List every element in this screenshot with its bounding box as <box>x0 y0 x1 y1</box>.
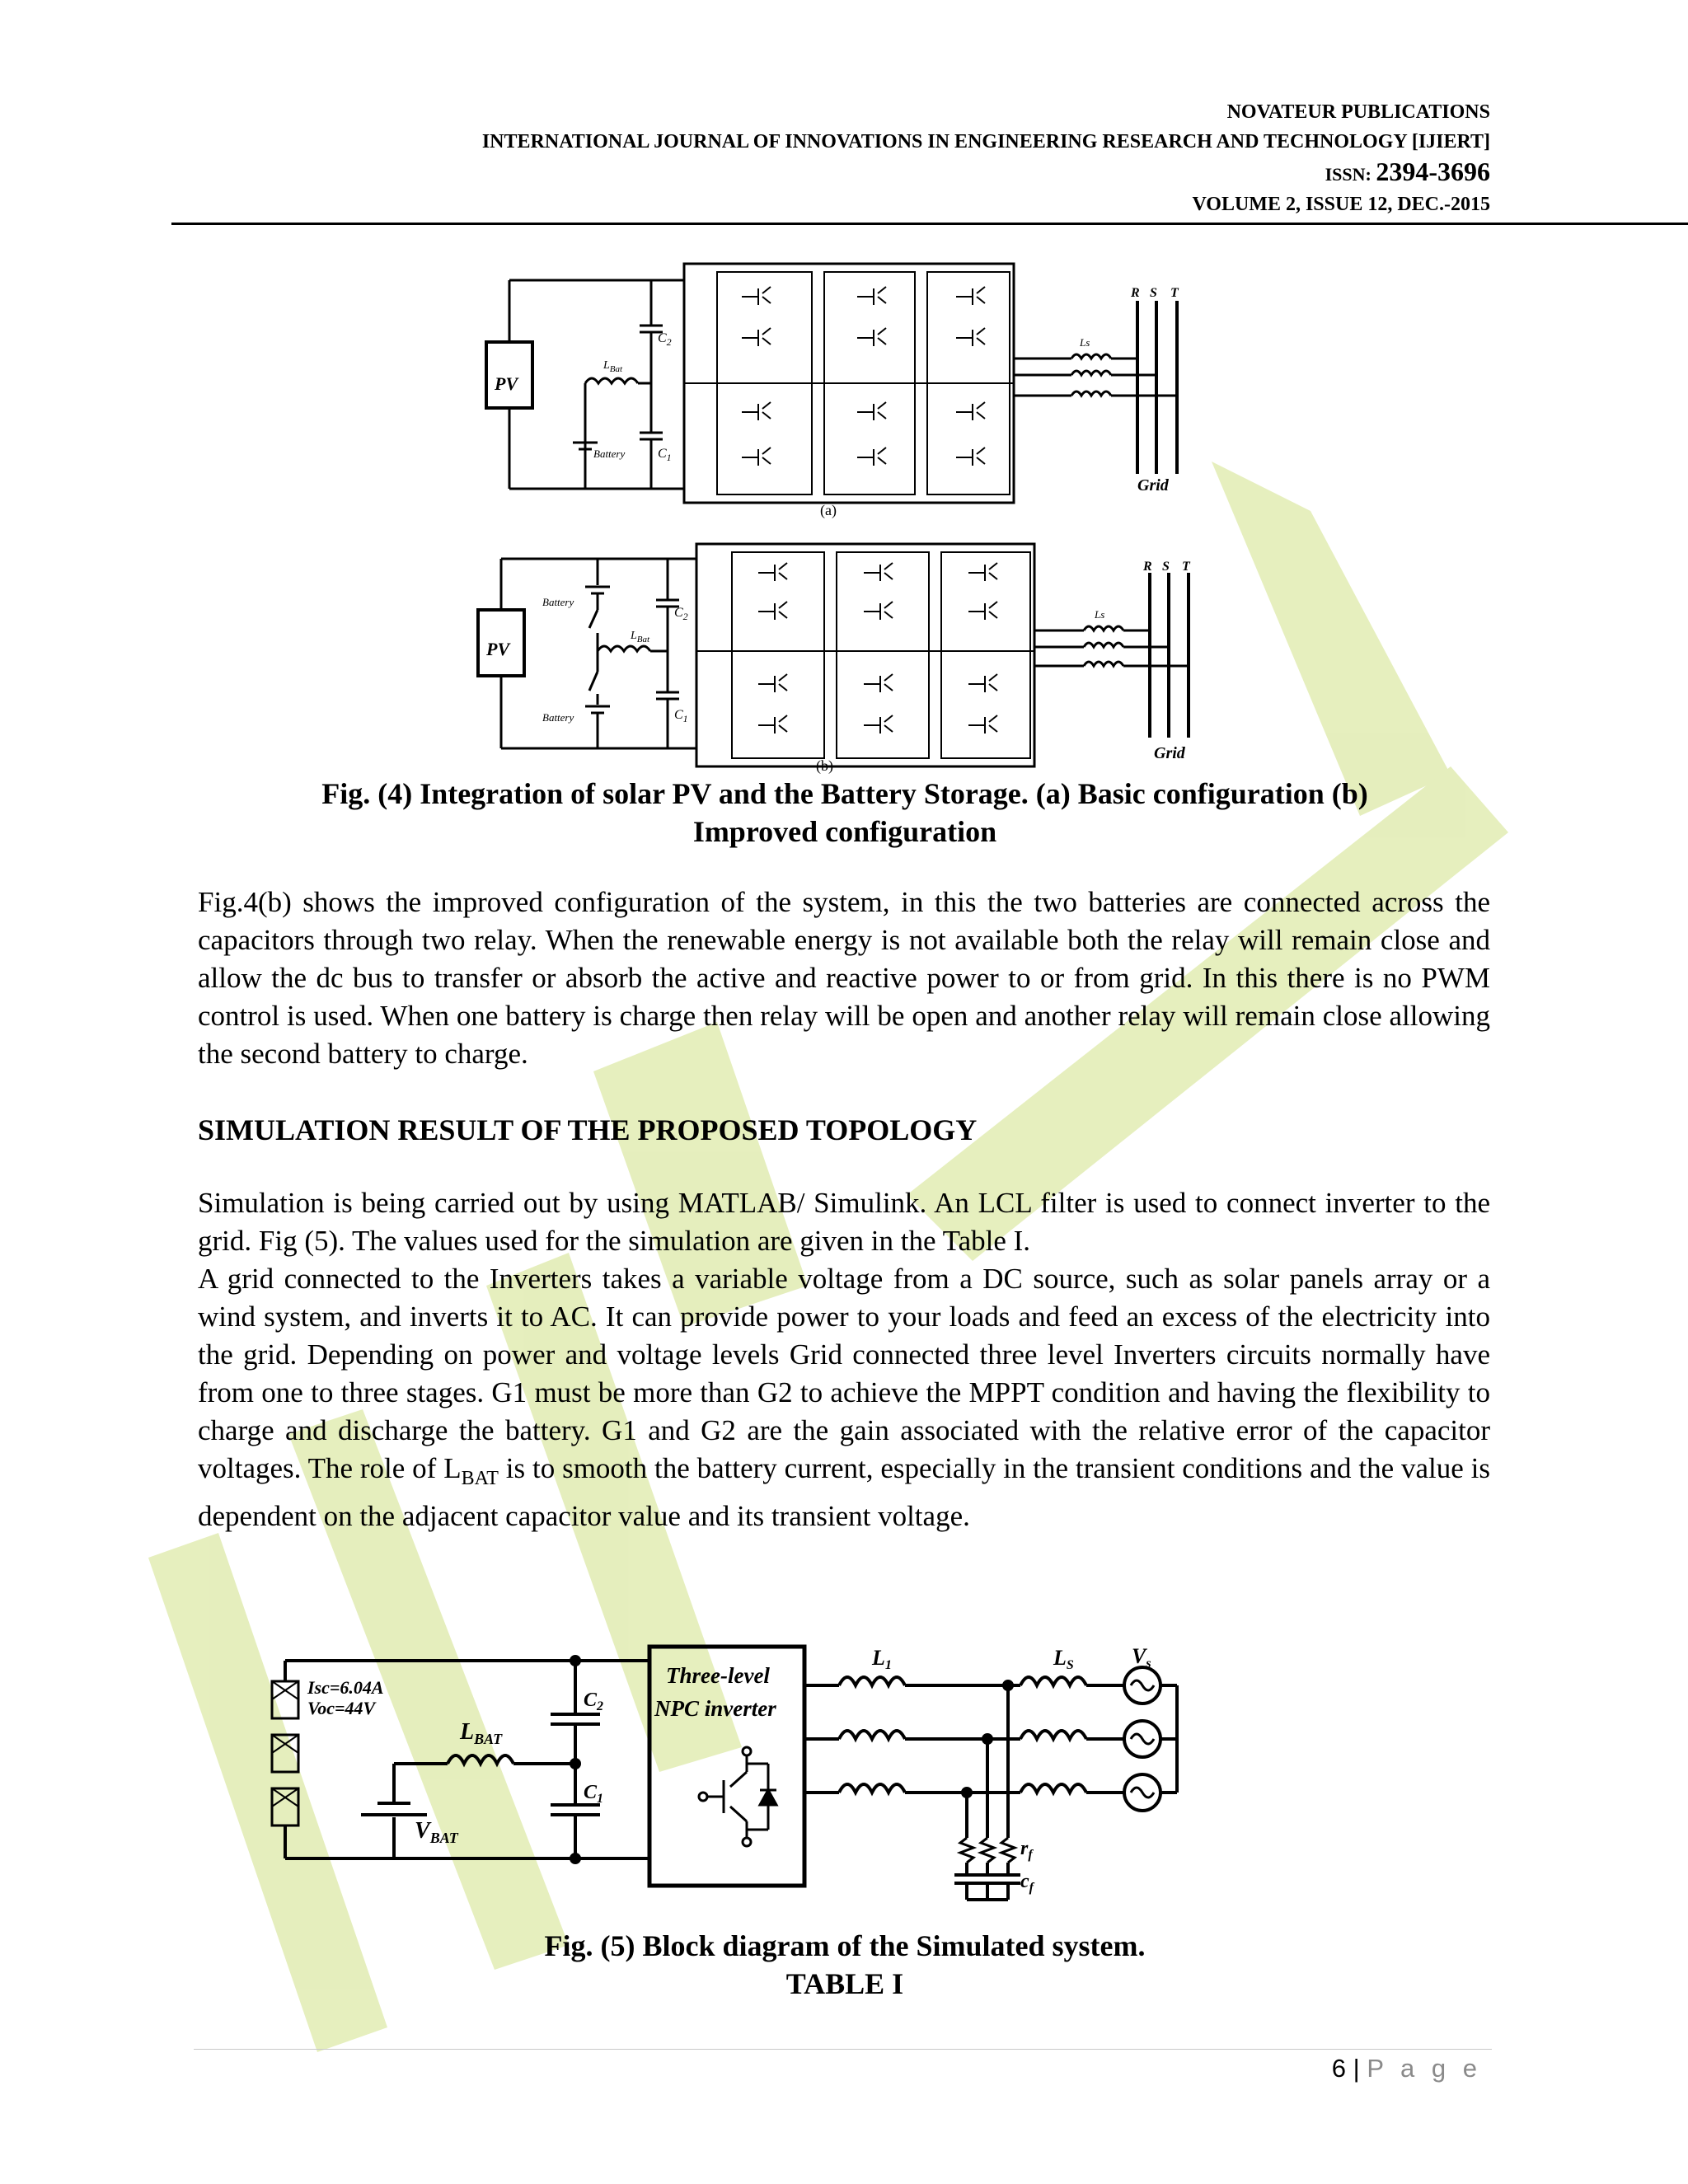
ls-fig5-label: LS <box>1053 1646 1074 1672</box>
table-title: TABLE I <box>785 1967 904 2000</box>
pv-label: PV <box>495 373 518 394</box>
figure-4b-circuit <box>470 536 1228 779</box>
voc-label: Voc=44V <box>307 1698 376 1718</box>
header-divider <box>171 223 1688 225</box>
lbat-fig5-label: $L_{BAT}$ <box>460 1719 503 1747</box>
paragraph-2-text: Simulation is being carried out by using MATLAB/ Simulink. An LCL filter is used to connect inverter to the grid. Fig (5). The values used for the simulation are given in the Table I. <box>198 1187 1490 1257</box>
lbat-label-b: $L_{Bat}$ <box>631 630 650 644</box>
figure-4-caption <box>198 775 1492 851</box>
igbt-icon <box>699 1747 776 1846</box>
battery-label: Battery <box>593 448 626 460</box>
publisher-name: NOVATEUR PUBLICATIONS <box>1226 101 1490 123</box>
journal-header <box>482 97 1490 219</box>
vs-label: Vs <box>1132 1644 1151 1671</box>
panel-a-label: (a) <box>820 502 837 518</box>
figure-4-caption-line1: Fig. (4) Integration of solar PV and the Battery Storage. (a) Basic configuration (b) <box>321 777 1368 810</box>
body-paragraph-2 <box>198 1184 1490 1535</box>
figure-5-block-diagram <box>262 1640 1432 1920</box>
lbat-label: $L_{Bat}$ <box>603 359 623 374</box>
section-heading: SIMULATION RESULT OF THE PROPOSED TOPOLOGY <box>198 1113 978 1146</box>
c2-label: $C_2$ <box>658 331 672 348</box>
battery-top-label: Battery <box>542 596 574 608</box>
pv-label-b: PV <box>486 639 510 659</box>
grid-label: Grid <box>1137 476 1169 494</box>
grid-label-b: Grid <box>1154 744 1185 762</box>
page-number: 6 <box>1331 2054 1347 2083</box>
figure-4-caption-line2: Improved configuration <box>692 815 997 848</box>
rf-label: $r_f$ <box>1020 1838 1033 1862</box>
r-label-b: R <box>1143 560 1152 574</box>
figure-5-caption: Fig. (5) Block diagram of the Simulated system. <box>544 1929 1146 1962</box>
battery-bottom-label: Battery <box>542 711 574 724</box>
c1-label: $C_1$ <box>658 447 672 463</box>
s-label: S <box>1150 286 1157 300</box>
inverter-label-line2: NPC inverter <box>654 1696 776 1721</box>
vbat-label: $V_{BAT}$ <box>415 1818 458 1846</box>
r-label: R <box>1131 286 1140 300</box>
c2-fig5-label: $C_2$ <box>584 1690 604 1713</box>
isc-label: Isc=6.04A <box>307 1677 384 1698</box>
body-paragraph-1 <box>198 883 1490 1073</box>
footer-divider <box>194 2049 1492 2050</box>
l1-label: L1 <box>872 1646 892 1672</box>
t-label-b: T <box>1182 560 1190 574</box>
page-footer <box>1332 2054 1482 2083</box>
paragraph-3-subscript: BAT <box>461 1468 499 1489</box>
journal-name: INTERNATIONAL JOURNAL OF INNOVATIONS IN ENGINEERING RESEARCH AND TECHNOLOGY [IJIERT] <box>481 131 1490 152</box>
ls-label: Ls <box>1080 336 1090 349</box>
cf-label: $c_f$ <box>1020 1871 1034 1895</box>
ls-label-b: Ls <box>1095 608 1105 621</box>
paragraph-3-part2: is to smooth the battery current, especially in the transient conditions and the value is dependent on the adjacent capacitor value and its transient voltage. <box>198 1452 1490 1532</box>
issn-line <box>482 157 1490 190</box>
inverter-label-line1: Three-level <box>666 1663 770 1688</box>
issn-number: 2394-3696 <box>1376 157 1490 186</box>
panel-b-label: (b) <box>816 757 833 774</box>
paragraph-3-part1: A grid connected to the Inverters takes a variable voltage from a DC source, such as solar panels array or a wind system, and inverts it to AC. It can provide power to your loads and feed an excess of the electricity into the grid. Depending on power and voltage levels Grid connected three level Inverters circuits normally have from one to three stages. G1 must be more than G2 to achieve the MPPT condition and having the flexibility to charge and discharge the battery. G1 and G2 are the gain associated with the relative error of the capacitor voltages. The role of L <box>198 1263 1490 1484</box>
page-word: P a g e <box>1367 2054 1482 2083</box>
t-label: T <box>1170 286 1179 300</box>
issn-label: ISSN: <box>1325 164 1376 185</box>
c2-label-b: $C_2$ <box>674 606 688 622</box>
s-label-b: S <box>1162 560 1170 574</box>
figure-4a-circuit <box>478 260 1220 523</box>
footer-separator: | <box>1346 2054 1367 2083</box>
c1-label-b: $C_1$ <box>674 708 688 724</box>
c1-fig5-label: $C_1$ <box>584 1782 604 1806</box>
paragraph-3-text <box>198 1260 1490 1535</box>
paragraph-1-text: Fig.4(b) shows the improved configuration of the system, in this the two batteries are connected across the capacitors through two relay. When the renewable energy is not available both the relay will remain close and allow the dc bus to transfer or absorb the active and reactive power to or from grid. In this there is no PWM control is used. When one battery is charge then relay will be open and another relay will remain close allowing the second battery to charge. <box>198 886 1490 1070</box>
volume-line: VOLUME 2, ISSUE 12, DEC.-2015 <box>1192 194 1490 215</box>
